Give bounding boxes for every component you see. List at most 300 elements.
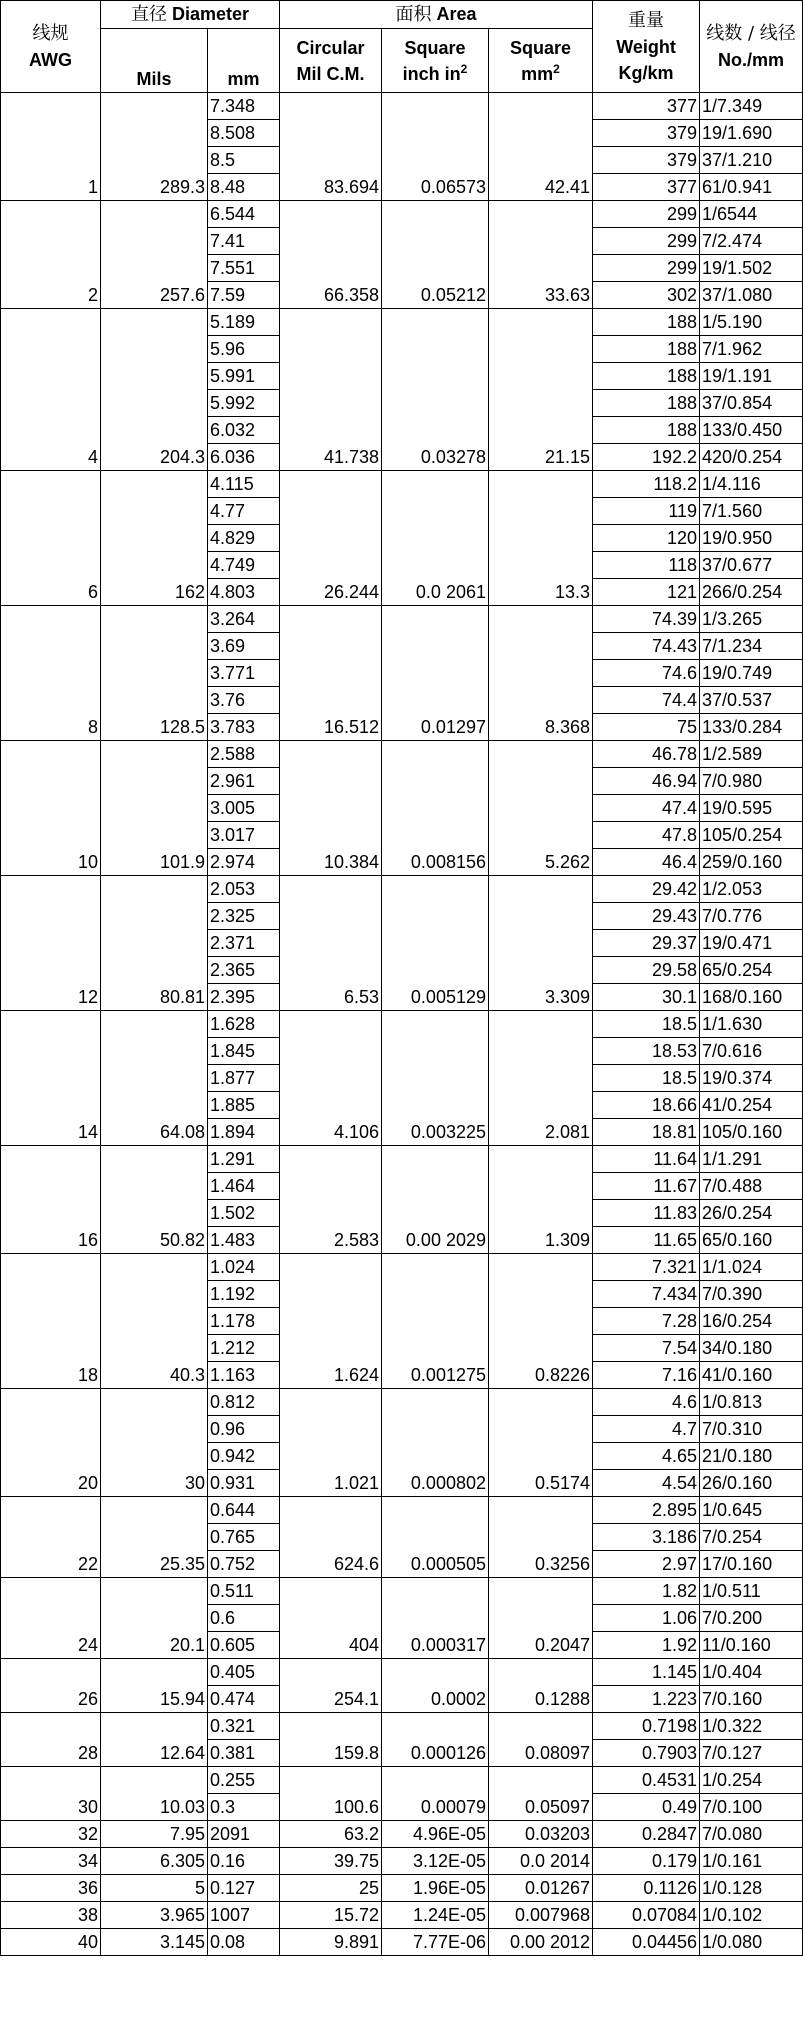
cell-mils [101,309,208,336]
cell-awg [1,1200,101,1227]
cell-stranding: 420/0.254 [700,444,803,471]
cell-stranding: 1/3.265 [700,606,803,633]
cell-mm: 4.829 [208,525,280,552]
cell-mm: 2.371 [208,930,280,957]
table-row [1,1578,803,1605]
cell-mm: 3.783 [208,714,280,741]
cell-awg [1,660,101,687]
cell-awg: 38 [1,1902,101,1929]
cell-awg: 2 [1,282,101,309]
cell-awg [1,1038,101,1065]
header-area-cn: 面积 [395,4,432,25]
cell-weight: 2.895 [593,1497,700,1524]
table-row [1,1686,803,1713]
cell-square-inch [382,1659,489,1686]
header-cm-line2: Mil C.M. [296,63,365,84]
cell-stranding: 1/0.511 [700,1578,803,1605]
cell-awg [1,606,101,633]
cell-mils [101,1173,208,1200]
cell-mm: 2.325 [208,903,280,930]
cell-stranding: 41/0.160 [700,1362,803,1389]
cell-stranding: 41/0.254 [700,1092,803,1119]
cell-weight: 4.6 [593,1389,700,1416]
cell-stranding: 266/0.254 [700,579,803,606]
cell-awg: 12 [1,984,101,1011]
cell-stranding: 65/0.160 [700,1227,803,1254]
cell-mm: 7.59 [208,282,280,309]
cell-weight: 30.1 [593,984,700,1011]
cell-circular-mil [280,363,382,390]
table-row [1,1470,803,1497]
header-sqmm-unit: mm [521,63,554,84]
cell-square-inch [382,606,489,633]
table-row [1,1038,803,1065]
table-row [1,1713,803,1740]
cell-stranding: 1/7.349 [700,93,803,120]
cell-square-inch [382,1605,489,1632]
cell-circular-mil [280,1038,382,1065]
cell-stranding: 1/2.053 [700,876,803,903]
cell-mils: 3.145 [101,1929,208,1956]
table-row [1,363,803,390]
cell-weight: 7.16 [593,1362,700,1389]
cell-weight: 46.4 [593,849,700,876]
cell-mils: 128.5 [101,714,208,741]
cell-square-inch [382,1713,489,1740]
table-row [1,903,803,930]
cell-mils [101,93,208,120]
cell-mils: 40.3 [101,1362,208,1389]
cell-mils [101,498,208,525]
cell-circular-mil: 254.1 [280,1686,382,1713]
cell-square-inch: 0.00 2029 [382,1227,489,1254]
header-sqmm-line2 [491,61,590,87]
table-row [1,768,803,795]
cell-mils [101,1767,208,1794]
cell-mm: 3.264 [208,606,280,633]
cell-mm: 6.036 [208,444,280,471]
cell-weight: 18.5 [593,1011,700,1038]
cell-square-mm [489,201,593,228]
cell-square-inch [382,822,489,849]
cell-square-mm [489,1497,593,1524]
header-circular-mil [280,29,382,93]
cell-mm: 3.005 [208,795,280,822]
cell-awg [1,768,101,795]
cell-square-inch: 1.96E-05 [382,1875,489,1902]
cell-weight: 120 [593,525,700,552]
cell-square-mm: 0.01267 [489,1875,593,1902]
cell-square-inch [382,1011,489,1038]
header-weight-en2: Kg/km [618,62,674,83]
cell-weight: 379 [593,120,700,147]
table-row [1,660,803,687]
cell-weight: 1.06 [593,1605,700,1632]
cell-square-inch: 1.24E-05 [382,1902,489,1929]
cell-square-mm [489,471,593,498]
cell-circular-mil [280,660,382,687]
cell-square-inch [382,1065,489,1092]
cell-awg [1,1443,101,1470]
cell-mils [101,120,208,147]
cell-stranding: 7/1.560 [700,498,803,525]
cell-weight: 47.4 [593,795,700,822]
cell-square-inch: 0.06573 [382,174,489,201]
cell-mils [101,255,208,282]
cell-mm: 0.255 [208,1767,280,1794]
cell-square-inch: 0.008156 [382,849,489,876]
cell-stranding: 7/1.962 [700,336,803,363]
cell-stranding: 7/0.390 [700,1281,803,1308]
cell-awg: 8 [1,714,101,741]
cell-square-inch: 7.77E-06 [382,1929,489,1956]
cell-weight: 4.54 [593,1470,700,1497]
cell-weight: 1.92 [593,1632,700,1659]
cell-mm: 1007 [208,1902,280,1929]
cell-awg [1,1578,101,1605]
cell-mils [101,633,208,660]
cell-circular-mil [280,1092,382,1119]
cell-weight: 74.43 [593,633,700,660]
cell-circular-mil: 6.53 [280,984,382,1011]
cell-square-mm [489,876,593,903]
header-stranding-cn: 线数 / 线径 [706,22,796,44]
cell-square-mm [489,687,593,714]
cell-mils [101,957,208,984]
table-row [1,525,803,552]
cell-weight: 119 [593,498,700,525]
cell-circular-mil: 66.358 [280,282,382,309]
cell-circular-mil [280,930,382,957]
cell-weight: 18.5 [593,1065,700,1092]
cell-circular-mil [280,1173,382,1200]
cell-square-inch: 0.03278 [382,444,489,471]
cell-circular-mil [280,1497,382,1524]
cell-square-inch [382,1092,489,1119]
cell-stranding: 19/0.595 [700,795,803,822]
cell-mm: 1.885 [208,1092,280,1119]
cell-circular-mil [280,1011,382,1038]
cell-mm: 0.381 [208,1740,280,1767]
cell-mm: 2091 [208,1821,280,1848]
cell-stranding: 1/0.254 [700,1767,803,1794]
cell-square-mm [489,930,593,957]
table-row [1,255,803,282]
cell-circular-mil [280,768,382,795]
cell-stranding: 19/0.749 [700,660,803,687]
cell-stranding: 7/2.474 [700,228,803,255]
cell-mils: 5 [101,1875,208,1902]
cell-circular-mil [280,498,382,525]
cell-mm: 0.511 [208,1578,280,1605]
cell-awg [1,633,101,660]
cell-weight: 29.42 [593,876,700,903]
cell-mils [101,1578,208,1605]
cell-mils: 162 [101,579,208,606]
table-row [1,606,803,633]
cell-square-inch: 0.01297 [382,714,489,741]
cell-circular-mil: 1.021 [280,1470,382,1497]
table-row [1,498,803,525]
cell-square-inch [382,957,489,984]
cell-square-inch [382,255,489,282]
cell-stranding: 1/0.645 [700,1497,803,1524]
cell-weight: 299 [593,228,700,255]
cell-mm: 0.405 [208,1659,280,1686]
cell-awg: 4 [1,444,101,471]
cell-mm: 8.508 [208,120,280,147]
cell-awg [1,309,101,336]
cell-square-mm [489,1146,593,1173]
cell-square-mm [489,1605,593,1632]
cell-stranding: 7/0.100 [700,1794,803,1821]
cell-mils [101,1200,208,1227]
cell-mils [101,1281,208,1308]
table-row [1,201,803,228]
cell-weight: 299 [593,255,700,282]
table-row [1,120,803,147]
cell-mils [101,1308,208,1335]
cell-mils [101,1443,208,1470]
cell-mils [101,795,208,822]
cell-circular-mil: 159.8 [280,1740,382,1767]
cell-awg: 36 [1,1875,101,1902]
table-row [1,1335,803,1362]
cell-circular-mil: 16.512 [280,714,382,741]
cell-square-inch [382,930,489,957]
table-row [1,1605,803,1632]
cell-square-mm [489,1011,593,1038]
cell-stranding: 1/0.080 [700,1929,803,1956]
cell-awg: 16 [1,1227,101,1254]
cell-stranding: 37/1.080 [700,282,803,309]
cell-weight: 379 [593,147,700,174]
cell-square-mm [489,1200,593,1227]
cell-mm: 1.212 [208,1335,280,1362]
cell-weight: 0.2847 [593,1821,700,1848]
cell-square-inch [382,795,489,822]
cell-circular-mil [280,1281,382,1308]
cell-mm: 0.3 [208,1794,280,1821]
cell-square-inch [382,93,489,120]
table-row [1,1821,803,1848]
cell-awg: 22 [1,1551,101,1578]
cell-square-inch [382,336,489,363]
cell-mils [101,1011,208,1038]
cell-mils: 80.81 [101,984,208,1011]
table-row [1,471,803,498]
cell-square-mm [489,768,593,795]
header-stranding-en: No./mm [718,49,785,70]
cell-square-mm [489,660,593,687]
cell-circular-mil [280,903,382,930]
cell-weight: 7.28 [593,1308,700,1335]
cell-awg [1,363,101,390]
table-row [1,1389,803,1416]
cell-stranding: 1/0.102 [700,1902,803,1929]
cell-square-inch [382,309,489,336]
cell-mils: 6.305 [101,1848,208,1875]
cell-mils [101,606,208,633]
cell-circular-mil [280,1443,382,1470]
header-area-en: Area [436,4,477,24]
cell-awg [1,1497,101,1524]
cell-weight: 29.58 [593,957,700,984]
cell-stranding: 34/0.180 [700,1335,803,1362]
cell-square-inch [382,1497,489,1524]
cell-awg [1,552,101,579]
cell-mils: 3.965 [101,1902,208,1929]
cell-awg [1,255,101,282]
cell-mils [101,363,208,390]
cell-square-mm: 0.1288 [489,1686,593,1713]
cell-awg [1,903,101,930]
cell-circular-mil [280,309,382,336]
header-sqin-unit: inch in [402,63,461,84]
table-row [1,282,803,309]
cell-mm: 1.483 [208,1227,280,1254]
cell-stranding: 19/0.471 [700,930,803,957]
table-row [1,1092,803,1119]
cell-stranding: 65/0.254 [700,957,803,984]
table-row [1,984,803,1011]
table-row [1,147,803,174]
cell-circular-mil [280,228,382,255]
cell-stranding: 1/1.291 [700,1146,803,1173]
table-row [1,93,803,120]
cell-circular-mil [280,1767,382,1794]
cell-square-inch [382,1389,489,1416]
cell-square-mm [489,1173,593,1200]
cell-mils [101,1605,208,1632]
cell-mm: 1.845 [208,1038,280,1065]
cell-weight: 0.7198 [593,1713,700,1740]
cell-circular-mil [280,1713,382,1740]
cell-square-mm [489,120,593,147]
table-row [1,1551,803,1578]
cell-mils: 15.94 [101,1686,208,1713]
cell-mils [101,1092,208,1119]
cell-mm: 5.991 [208,363,280,390]
table-row [1,1794,803,1821]
cell-square-mm [489,903,593,930]
cell-weight: 11.64 [593,1146,700,1173]
header-weight-en1: Weight [616,36,676,57]
cell-weight: 188 [593,417,700,444]
cell-weight: 377 [593,174,700,201]
cell-awg: 24 [1,1632,101,1659]
cell-stranding: 37/1.210 [700,147,803,174]
cell-circular-mil [280,957,382,984]
cell-circular-mil: 624.6 [280,1551,382,1578]
table-row [1,228,803,255]
cell-square-inch [382,498,489,525]
table-row [1,1173,803,1200]
cell-square-mm [489,1713,593,1740]
cell-circular-mil [280,525,382,552]
cell-square-inch [382,1416,489,1443]
cell-square-mm [489,1524,593,1551]
header-weight [593,1,700,93]
cell-awg [1,336,101,363]
cell-circular-mil [280,687,382,714]
cell-square-mm: 0.05097 [489,1794,593,1821]
cell-mils [101,1524,208,1551]
header-awg-cn: 线规 [32,22,69,44]
cell-mm: 0.942 [208,1443,280,1470]
cell-stranding: 7/0.254 [700,1524,803,1551]
cell-awg [1,471,101,498]
cell-mm: 1.291 [208,1146,280,1173]
table-row [1,309,803,336]
cell-weight: 188 [593,336,700,363]
cell-awg [1,417,101,444]
cell-mm: 0.765 [208,1524,280,1551]
cell-circular-mil [280,795,382,822]
header-weight-cn: 重量 [628,9,665,31]
cell-circular-mil: 4.106 [280,1119,382,1146]
table-row [1,741,803,768]
cell-mils: 204.3 [101,444,208,471]
header-sqin-line2 [384,61,486,87]
cell-circular-mil [280,120,382,147]
cell-weight: 7.321 [593,1254,700,1281]
cell-weight: 11.83 [593,1200,700,1227]
header-mils: Mils [101,29,208,93]
cell-mils: 20.1 [101,1632,208,1659]
cell-circular-mil: 41.738 [280,444,382,471]
table-row [1,552,803,579]
cell-weight: 0.7903 [593,1740,700,1767]
cell-mm: 1.163 [208,1362,280,1389]
table-row [1,1416,803,1443]
cell-square-mm [489,1578,593,1605]
cell-awg [1,741,101,768]
cell-circular-mil [280,1065,382,1092]
table-row [1,849,803,876]
cell-mm: 1.024 [208,1254,280,1281]
cell-weight: 1.145 [593,1659,700,1686]
cell-mils [101,201,208,228]
cell-square-inch [382,228,489,255]
cell-awg: 34 [1,1848,101,1875]
cell-mils [101,930,208,957]
cell-awg [1,1065,101,1092]
cell-circular-mil [280,417,382,444]
cell-circular-mil: 26.244 [280,579,382,606]
table-row [1,1362,803,1389]
cell-mm: 7.551 [208,255,280,282]
cell-stranding: 7/0.488 [700,1173,803,1200]
cell-square-inch: 0.000317 [382,1632,489,1659]
cell-square-mm [489,741,593,768]
cell-square-mm: 0.00 2012 [489,1929,593,1956]
cell-square-mm [489,363,593,390]
cell-square-mm: 0.8226 [489,1362,593,1389]
cell-square-inch [382,876,489,903]
cell-square-mm: 33.63 [489,282,593,309]
cell-mm: 8.48 [208,174,280,201]
cell-mm: 5.992 [208,390,280,417]
cell-square-inch [382,471,489,498]
table-row [1,1443,803,1470]
cell-mils: 64.08 [101,1119,208,1146]
cell-stranding: 168/0.160 [700,984,803,1011]
cell-square-mm [489,336,593,363]
cell-circular-mil [280,1578,382,1605]
cell-weight: 0.07084 [593,1902,700,1929]
cell-square-inch [382,1254,489,1281]
